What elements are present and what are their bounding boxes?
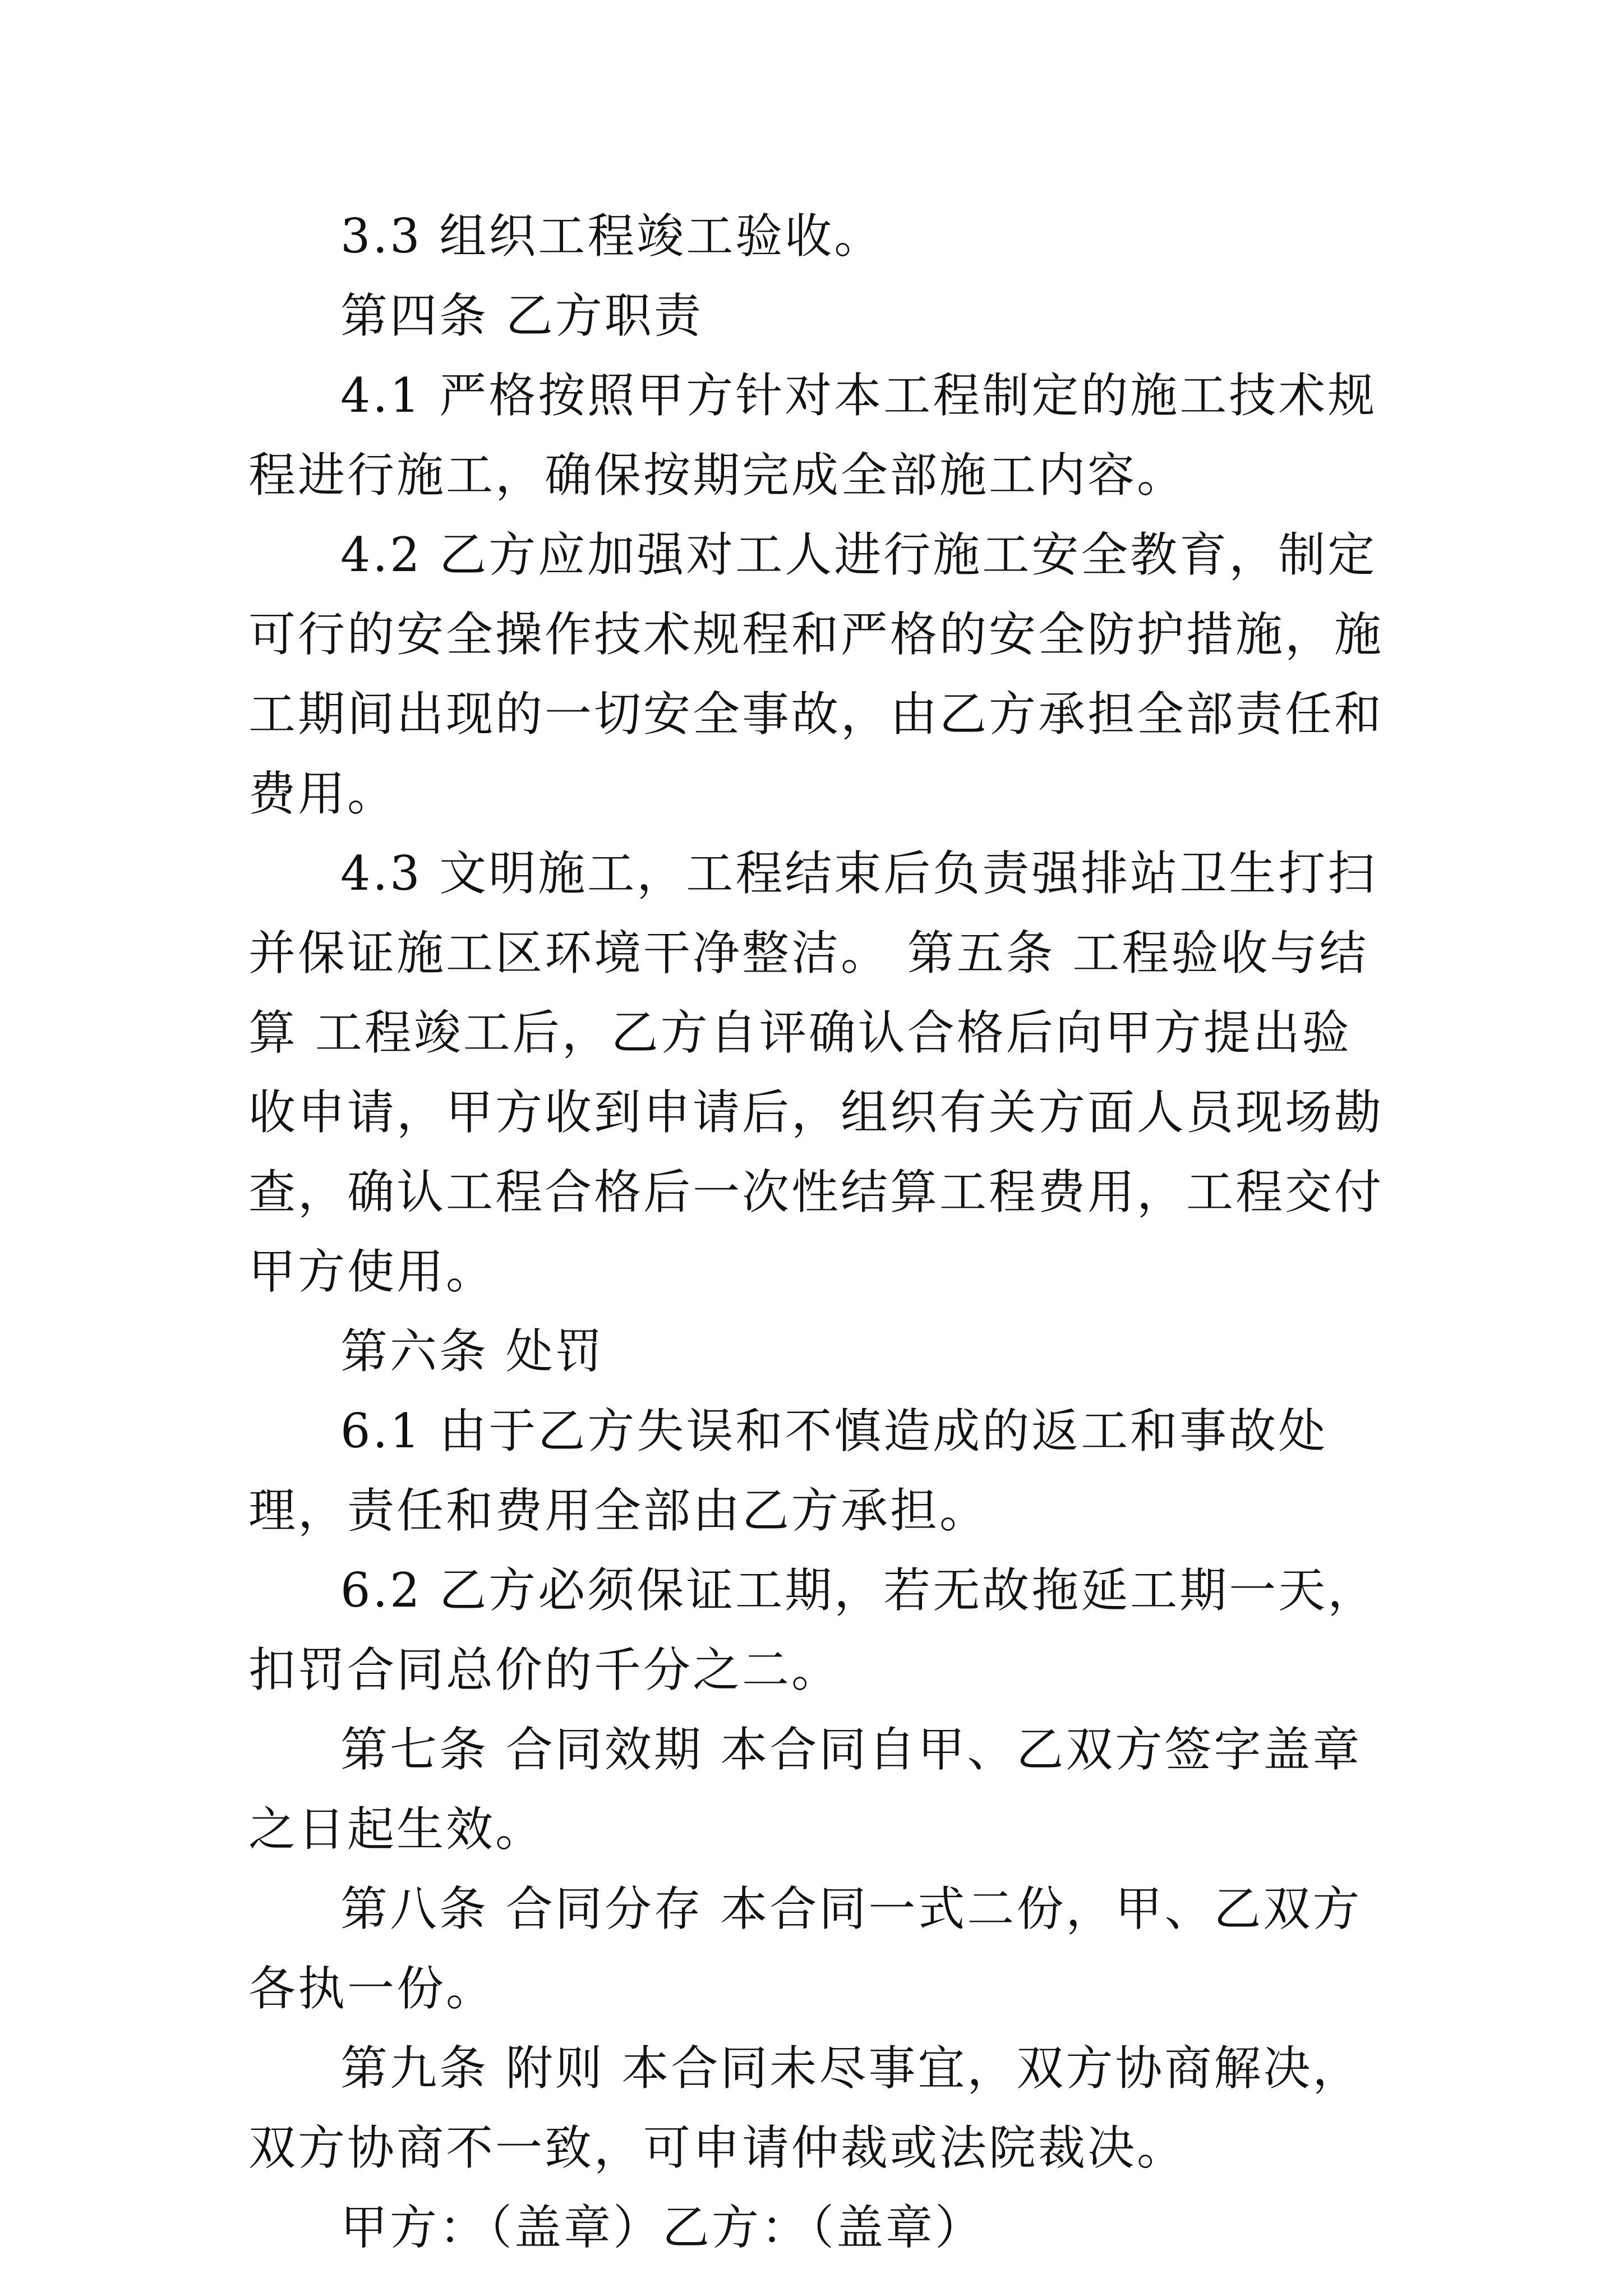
article-4-heading: 第四条 乙方职责 xyxy=(340,288,703,343)
article-7: 第七条 合同效期 本合同自甲、乙双方签字盖章之日起生效。 xyxy=(248,1722,1362,1857)
clause-6-2: 6.2 乙方必须保证工期，若无故拖延工期一天，扣罚合同总价的千分之二。 xyxy=(248,1563,1377,1697)
clause-6-1: 6.1 由于乙方失误和不慎造成的返工和事故处理，责任和费用全部由乙方承担。 xyxy=(248,1404,1328,1538)
article-9: 第九条 附则 本合同未尽事宜，双方协商解决，双方协商不一致，可申请仲裁或法院裁决。 xyxy=(248,2041,1362,2175)
document-body xyxy=(248,196,1390,2267)
clause-4-2: 4.2 乙方应加强对工人进行施工安全教育，制定可行的安全操作技术规程和严格的安全防护措施，施工期间出现的一切安全事故，由乙方承担全部责任和费用。 xyxy=(248,527,1384,821)
clause-4-1: 4.1 严格按照甲方针对本工程制定的施工技术规程进行施工，确保按期完成全部施工内容。 xyxy=(248,368,1377,503)
clause-4-3: 4.3 文明施工，工程结束后负责强排站卫生打扫并保证施工区环境干净整洁。 第五条 工程验收与结算 工程竣工后，乙方自评确认合格后向甲方提出验收申请，甲方收到申请后，组织有关方面人员现场勘查，确认工程合格后一次性结算工程费用，工程交付甲方使用。 xyxy=(248,846,1384,1299)
article-8: 第八条 合同分存 本合同一式二份，甲、乙双方各执一份。 xyxy=(248,1881,1362,2016)
article-6-heading: 第六条 处罚 xyxy=(340,1324,605,1379)
clause-3-3: 3.3 组织工程竣工验收。 xyxy=(340,209,884,264)
signature-line: 甲方：（盖章）乙方：（盖章） xyxy=(340,2200,985,2255)
